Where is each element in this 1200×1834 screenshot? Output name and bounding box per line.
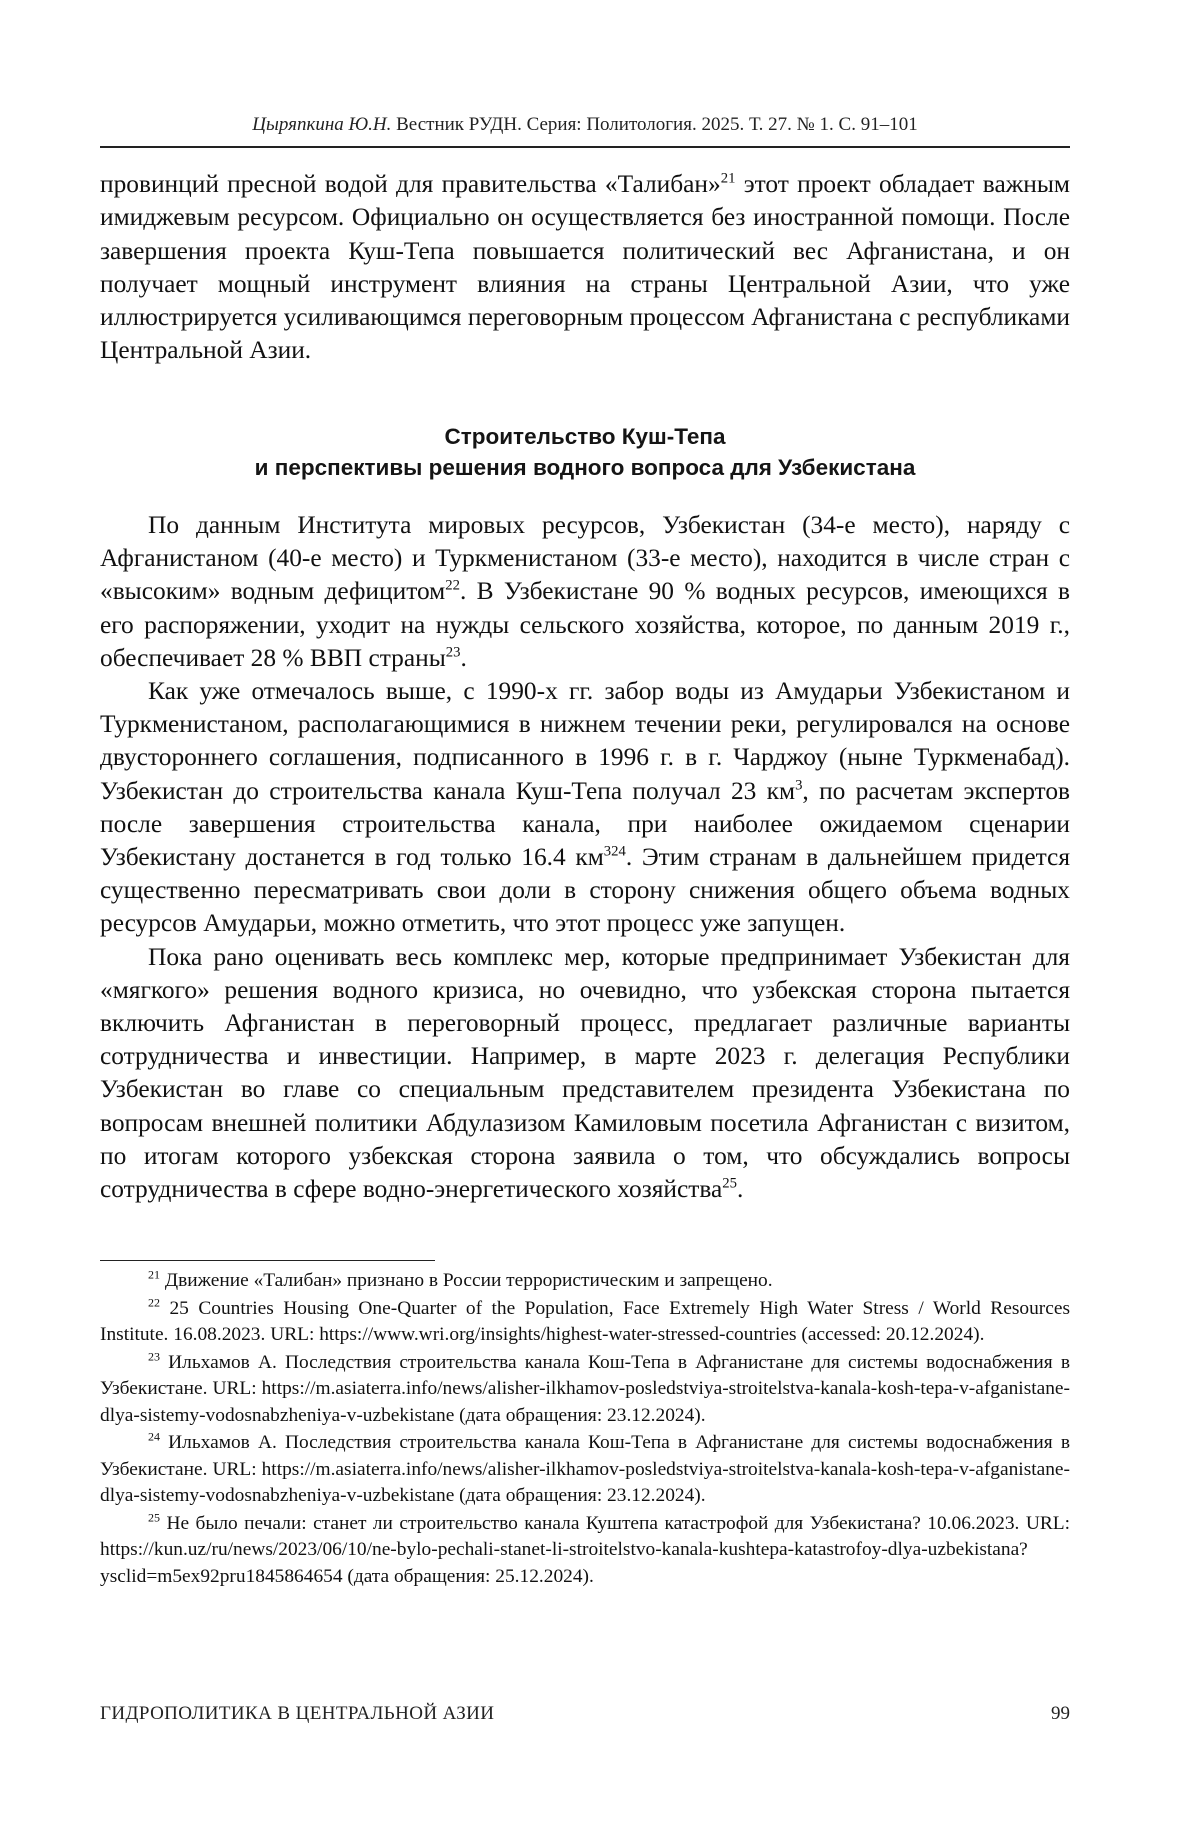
footnote-ref-23[interactable]: 23 (445, 644, 461, 661)
footnote-ref-22[interactable]: 22 (445, 577, 460, 594)
p2-text-a: Как уже отмечалось выше, с 1990-х гг. забор воды из Амударьи Узбекистаном и Туркменистаном, располагающимися в нижнем течении реки, регулировался на основе двустороннего соглашения, подписанного в 1996 г. в г. Чарджоу (ныне Туркменабад). Узбекистан до строительства канала Куш-Тепа получал 23 км (100, 677, 1070, 805)
section-heading-line-1: Строительство Куш-Тепа (444, 424, 726, 449)
footnote-number: 22 (148, 1295, 161, 1310)
footnote-ref-324[interactable]: 324 (603, 843, 626, 860)
paragraph-3 (100, 941, 1070, 1207)
p2-text-c: . Этим странам в дальнейшем придется существенно пересматривать свои доли в сторону снижения общего объема водных ресурсов Амударьи, можно отметить, что этот процесс уже запущен. (100, 843, 1071, 938)
footnote-text[interactable]: Ильхамов А. Последствия строительства канала Кош-Тепа в Афганистане для системы водоснабжения в Узбекистане. URL: https://m.asiaterra.info/news/alisher-ilkhamov-posledstviya-stroitelstva-kanala-kosh-tepa-v-afganistane-dlya-sistemy-vodosnabzheniya-v-uzbekistane (дата обращения: 23.12.2024). (100, 1351, 1070, 1426)
footnote-text[interactable]: Ильхамов А. Последствия строительства канала Кош-Тепа в Афганистане для системы водоснабжения в Узбекистане. URL: https://m.asiaterra.info/news/alisher-ilkhamov-posledstviya-stroitelstva-kanala-kosh-tepa-v-afganistane-dlya-sistemy-vodosnabzheniya-v-uzbekistane (дата обращения: 23.12.2024). (100, 1432, 1070, 1506)
p1-text-c: . (460, 643, 467, 672)
footnote-text: Движение «Талибан» признано в России террористическим и запрещено. (160, 1270, 773, 1291)
footnote-ref-25[interactable]: 25 (722, 1175, 737, 1192)
intro-paragraph (100, 168, 1070, 368)
p3-text-b: . (737, 1175, 744, 1204)
intro-paragraph-block (100, 168, 1070, 368)
paragraph-1 (100, 509, 1070, 675)
p1-text-a: По данным Института мировых ресурсов, Узбекистан (34-е место), наряду с Афганистаном (40-е место) и Туркменистаном (33-е место), находится в числе стран с «высоким» водным дефицитом (100, 511, 1070, 606)
footnote-number: 24 (148, 1429, 161, 1444)
intro-text-a: провинций пресной водой для правительства «Талибан» (100, 170, 721, 198)
footnote-number: 21 (148, 1267, 161, 1282)
header-rule (100, 146, 1070, 148)
running-footer-title: ГИДРОПОЛИТИКА В ЦЕНТРАЛЬНОЙ АЗИИ (100, 1703, 495, 1724)
footnote-25 (100, 1511, 1070, 1591)
header-author: Цыряпкина Ю.Н. (252, 114, 392, 135)
footnote-24 (100, 1430, 1070, 1510)
running-header (100, 114, 1070, 136)
footnotes (100, 1268, 1070, 1591)
p3-text-a: Пока рано оценивать весь комплекс мер, которые предпринимает Узбекистан для «мягкого» решения водного кризиса, но очевидно, что узбекская сторона пытается включить Афганистан в переговорный процесс, предлагает различные варианты сотрудничества и инвестиции. Например, в марте 2023 г. делегация Республики Узбекистан во главе со специальным представителем президента Узбекистана по вопросам внешней политики Абдулазизом Камиловым посетила Афганистан с визитом, по итогам которого узбекская сторона заявила о том, что обсуждались вопросы сотрудничества в сфере водно-энергетического хозяйства (100, 942, 1070, 1204)
p1-text-b: . В Узбекистане 90 % водных ресурсов, имеющихся в его распоряжении, уходит на нужды сельского хозяйства, которое, по данным 2019 г., обеспечивает 28 % ВВП страны (100, 577, 1070, 672)
footnote-23 (100, 1350, 1070, 1430)
section-heading-line-2: и перспективы решения водного вопроса для Узбекистана (254, 455, 916, 480)
footnote-text[interactable]: Не было печали: станет ли строительство канала Куштепа катастрофой для Узбекистана? 10.06.2023. URL: https://kun.uz/ru/news/2023/06/10/ne-bylo-pechali-stanet-li-stroitelstvo-kanala-kushtepa-katastrofoy-dlya-uzbekistana?ysclid=m5ex92pru1845864654 (дата обращения: 25.12.2024). (100, 1512, 1070, 1587)
page-number: 99 (1051, 1703, 1070, 1724)
footnote-text[interactable]: 25 Countries Housing One-Quarter of the Population, Face Extremely High Water Stress / World Resources Institute. 16.08.2023. URL: https://www.wri.org/insights/highest-water-stressed-countries (accessed: 20.12.2024). (100, 1297, 1070, 1345)
footnote-number: 25 (148, 1510, 161, 1525)
paragraph-2 (100, 675, 1070, 941)
intro-text-b: этот проект обладает важным имиджевым ресурсом. Официально он осуществляется без иностранной помощи. После завершения проекта Куш-Тепа повышается политический вес Афганистана, и он получает мощный инструмент влияния на страны Центральной Азии, что уже иллюстрируется усиливающимся переговорным процессом Афганистана с республиками Центральной Азии. (100, 170, 1070, 365)
main-text (100, 509, 1070, 1206)
p2-text-b: , по расчетам экспертов после завершения строительства канала, при наиболее ожидаемом сценарии Узбекистану достанется в год только 16.4 км (100, 776, 1071, 872)
footnote-number: 23 (148, 1349, 161, 1364)
header-citation: Вестник РУДН. Серия: Политология. 2025. Т. 27. № 1. С. 91–101 (396, 114, 918, 135)
footnote-rule (100, 1260, 435, 1261)
footnote-21 (100, 1268, 1070, 1295)
footnote-22 (100, 1296, 1070, 1349)
section-heading (100, 421, 1070, 483)
superscript-cubic: 3 (795, 777, 803, 794)
footnote-ref-21[interactable]: 21 (720, 170, 736, 187)
